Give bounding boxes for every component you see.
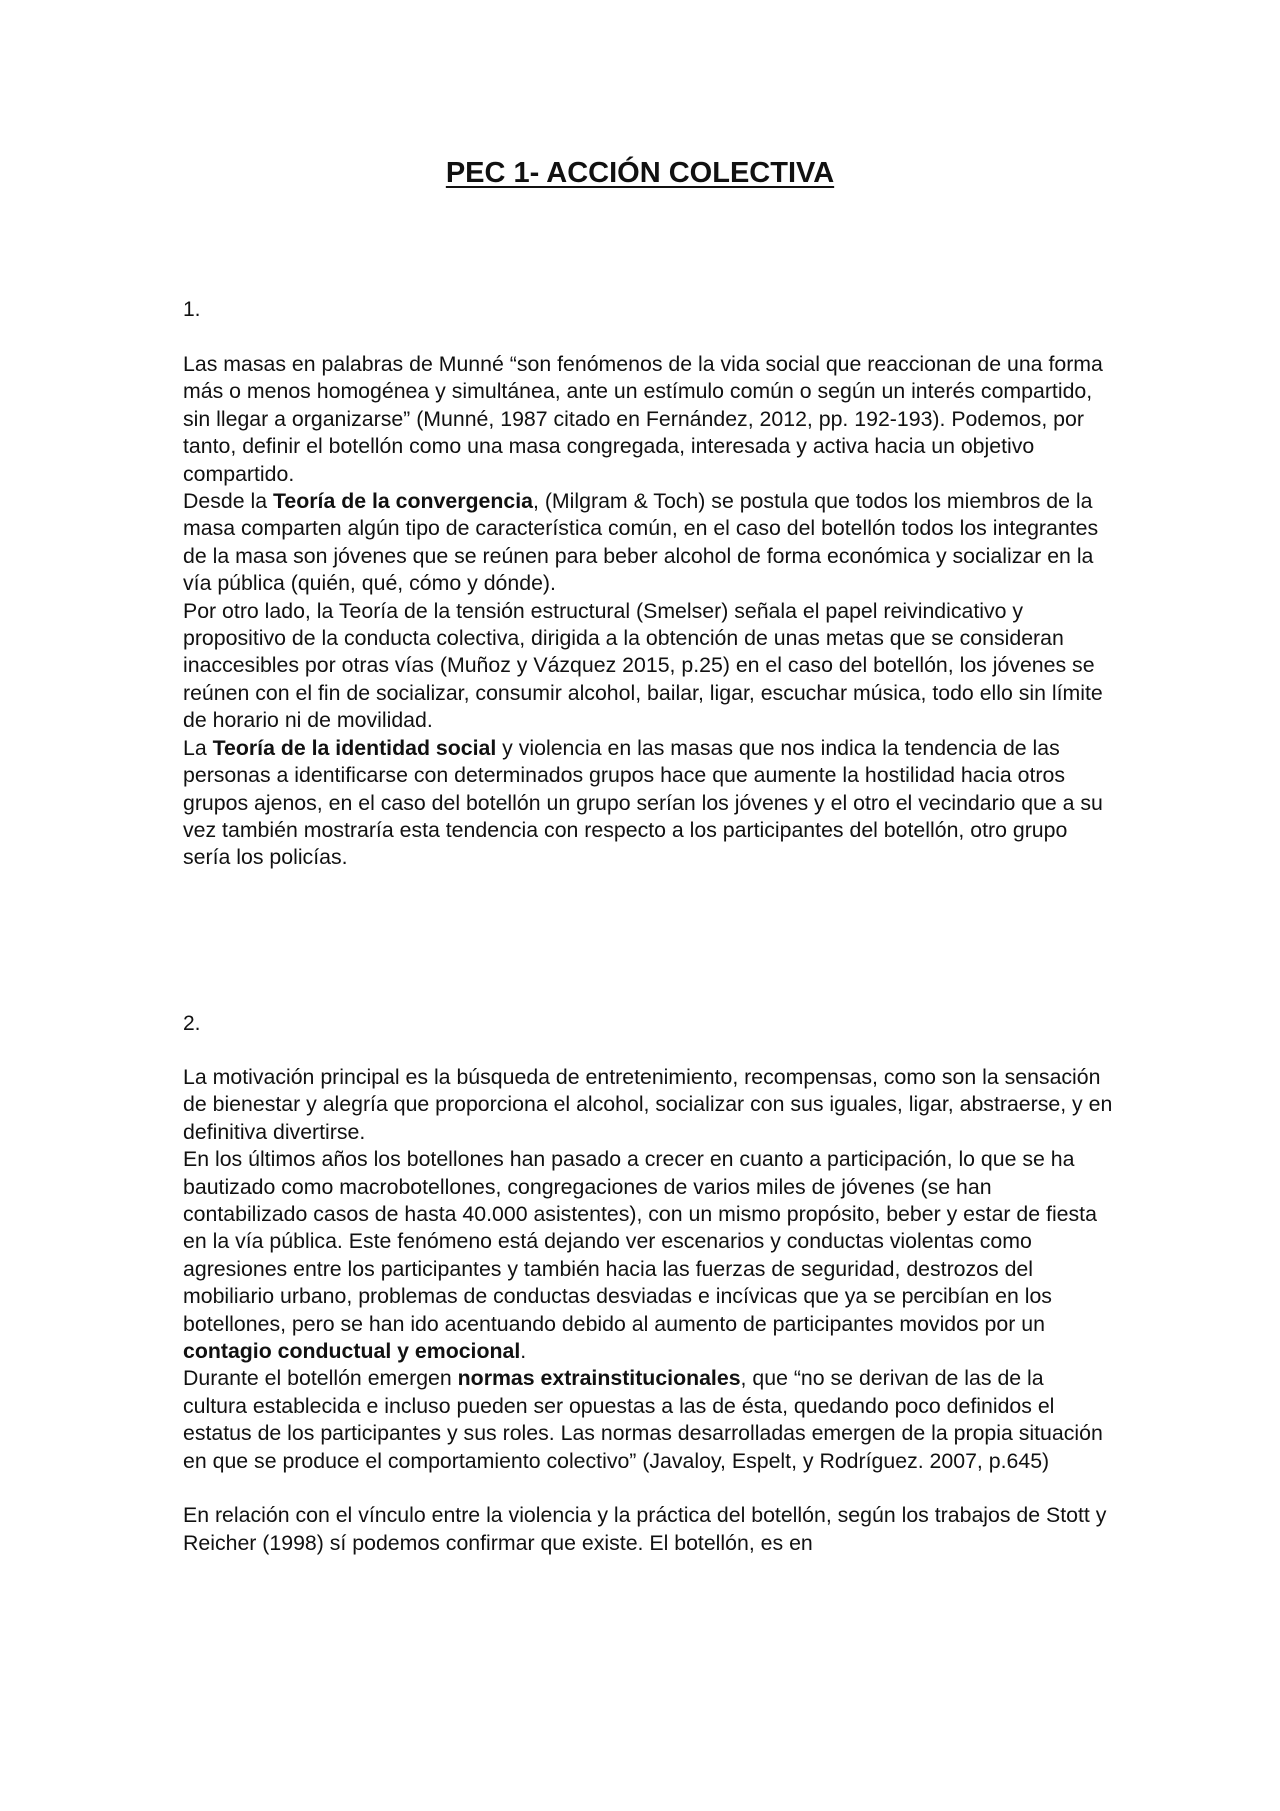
- bold-term-identidad-social: Teoría de la identidad social: [212, 735, 497, 760]
- paragraph-text: Durante el botellón emergen: [183, 1366, 458, 1391]
- document-title: PEC 1- ACCIÓN COLECTIVA: [445, 157, 835, 189]
- paragraph-text: y violencia en las masas que nos indica la tendencia de las personas a identificarse con determinados grupos hace que aumente la hostilidad hacia otros grupos ajenos, en el caso del botellón un grupo serían los jóvenes y el otro el vecindario que a su vez también mostraría esta tendencia con respecto a los participantes del botellón, otro grupo sería los policías.: [183, 735, 1103, 870]
- paragraph-text: En los últimos años los botellones han pasado a crecer en cuanto a participación, lo que se ha bautizado como macrobotellones, congregaciones de varios miles de jóvenes (se han contabilizado casos de hasta 40.000 asistentes), con un mismo propósito, beber y estar de fiesta en la vía pública. Este fenómeno está dejando ver escenarios y conductas violentas como agresiones entre los participantes y también hacia las fuerzas de seguridad, destrozos del mobiliario urbano, problemas de conductas desviadas e incívicas que ya se percibían en los botellones, pero se han ido acentuando debido al aumento de participantes movidos por un: [183, 1147, 1097, 1336]
- paragraph-text: La: [183, 735, 213, 760]
- bold-term-normas: normas extrainstitucionales: [457, 1366, 741, 1391]
- section-1-paragraph-1: Las masas en palabras de Munné “son fenómenos de la vida social que reaccionan de una forma más o menos homogénea y simultánea, ante un estímulo común o según un interés compartido, sin llegar a organizarse” (Munné, 1987 citado en Fernández, 2012, pp. 192-193). Podemos, por tanto, definir el botellón como una masa congregada, interesada y activa hacia un objetivo compartido.: [183, 352, 1103, 486]
- bold-term-convergencia: Teoría de la convergencia: [272, 489, 533, 514]
- section-2-paragraph-4: En relación con el vínculo entre la violencia y la práctica del botellón, según los trabajos de Stott y Reicher (1998) sí podemos confirmar que existe. El botellón, es en: [183, 1503, 1107, 1555]
- paragraph-text: , que “no se derivan de las de la cultura establecida e incluso pueden ser opuestas a las de ésta, quedando poco definidos el estatus de los participantes y sus roles. Las normas desarrolladas emergen de la propia situación en que se produce el comportamiento colectivo” (Javaloy, Espelt, y Rodríguez. 2007, p.645): [183, 1366, 1103, 1473]
- bold-term-contagio: contagio conductual y emocional: [183, 1339, 521, 1364]
- section-2-paragraph-1: La motivación principal es la búsqueda de entretenimiento, recompensas, como son la sensación de bienestar y alegría que proporciona el alcohol, socializar con sus iguales, ligar, abstraerse, y en definitiva divertirse.: [183, 1065, 1113, 1144]
- section-2-paragraph-2: [183, 1146, 1113, 1365]
- section-number-2: 2.: [183, 1012, 201, 1035]
- section-1-paragraph-2: [183, 488, 1113, 598]
- section-1-paragraph-4: [183, 735, 1113, 872]
- section-1-body: [183, 351, 1113, 872]
- paragraph-text: , (Milgram & Toch) se postula que todos los miembros de la masa comparten algún tipo de característica común, en el caso del botellón todos los integrantes de la masa son jóvenes que se reúnen para beber alcohol de forma económica y socializar en la vía pública (quién, qué, cómo y dónde).: [183, 489, 1099, 596]
- section-2-body: [183, 1064, 1113, 1557]
- paragraph-text: Desde la: [183, 489, 273, 514]
- section-1-paragraph-3: Por otro lado, la Teoría de la tensión estructural (Smelser) señala el papel reivindicativo y propositivo de la conducta colectiva, dirigida a la obtención de unas metas que se consideran inaccesibles por otras vías (Muñoz y Vázquez 2015, p.25) en el caso del botellón, los jóvenes se reúnen con el fin de socializar, consumir alcohol, bailar, ligar, escuchar música, todo ello sin límite de horario ni de movilidad.: [183, 598, 1103, 733]
- section-number-1: 1.: [183, 298, 201, 321]
- section-2-paragraph-3: [183, 1365, 1113, 1475]
- paragraph-text: .: [520, 1339, 527, 1364]
